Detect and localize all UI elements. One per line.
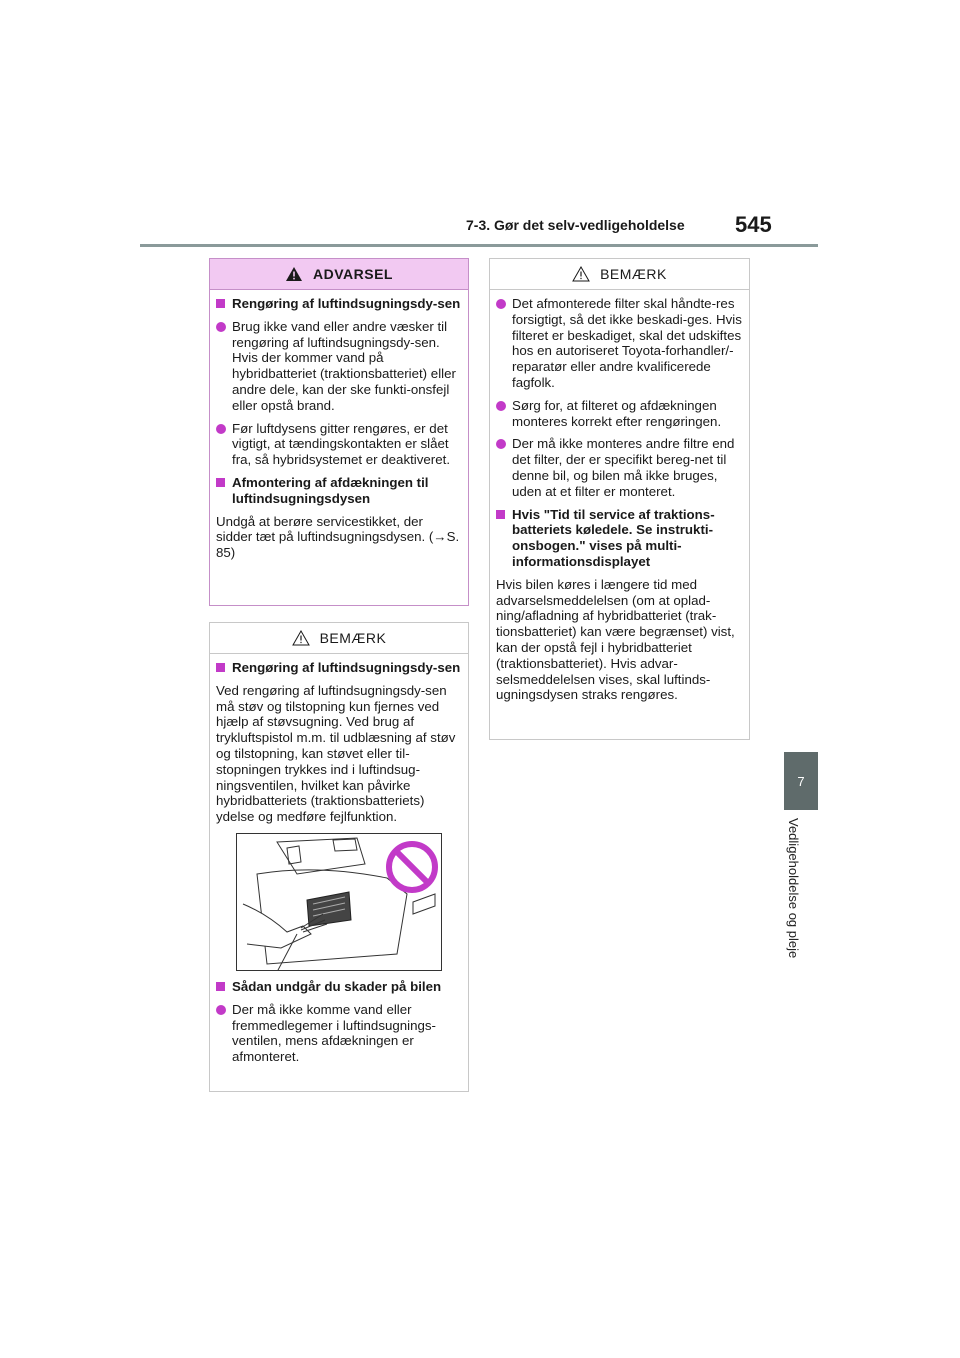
warning-paragraph: Undgå at berøre servicestikket, der sidder tæt på luftindsugningsdysen. (→S. 85) (216, 513, 460, 561)
page-number: 545 (735, 212, 772, 237)
round-bullet-icon (496, 439, 506, 449)
round-bullet-icon (216, 424, 226, 434)
warning-title: ADVARSEL (313, 266, 393, 282)
prohibited-icon (385, 840, 439, 894)
notice-header (210, 623, 468, 654)
notice-left-bullet-1: Der må ikke komme vand eller fremmedlegemer i luftindsugnings-ventilen, mens afdækningen er afmonteret. (232, 1001, 436, 1065)
round-bullet-icon (216, 322, 226, 332)
square-bullet-icon (216, 982, 225, 991)
notice-left-paragraph: Ved rengøring af luftindsugningsdy-sen må støv og tilstopning kun fjernes ved hjælp af støvsugning. Ved brug af trykluftspistol m.m. til udblæsning af støv og tilstopning, kan støvet eller til-stopningen trykkes ind i luftindsug-ningsventilen, hvilket kan påvirke hybridbatteriets (traktionsbatteriets) ydelse og medføre fejlfunktion. (216, 682, 456, 825)
chapter-tab (784, 752, 818, 810)
warning-triangle-icon (285, 266, 303, 282)
round-bullet-icon (496, 401, 506, 411)
air-intake-illustration (236, 833, 442, 971)
chapter-title: Vedligeholdelse og pleje (786, 818, 801, 959)
square-bullet-icon (216, 663, 225, 672)
warning-heading-2: Afmontering af afdækningen til luftindsugningsdysen (232, 474, 429, 506)
notice-triangle-icon (292, 630, 310, 646)
warning-heading-1: Rengøring af luftindsugningsdy-sen (232, 296, 461, 311)
notice-title: BEMÆRK (319, 630, 387, 646)
notice-box-right (489, 258, 750, 740)
round-bullet-icon (496, 299, 506, 309)
square-bullet-icon (496, 510, 505, 519)
section-title: 7-3. Gør det selv-vedligeholdelse (466, 217, 685, 233)
warning-header (210, 259, 468, 290)
notice-left-heading-2: Sådan undgår du skader på bilen (232, 978, 442, 994)
notice-title: BEMÆRK (600, 266, 667, 282)
round-bullet-icon (216, 1005, 226, 1015)
notice-header (490, 259, 749, 290)
square-bullet-icon (216, 478, 225, 487)
notice-right-heading-1: Hvis "Tid til service af traktions-batteriets køledele. Se instrukti-onsbogen." vises på multi-informationsdisplayet (512, 506, 715, 569)
header-rule (140, 244, 818, 247)
notice-right-bullet-3: Der må ikke monteres andre filtre end det filter, der er specifikt bereg-net til denne bil, og bilen må ikke bruges, uden at et filter er monteret. (512, 436, 735, 499)
notice-right-paragraph: Hvis bilen køres i længere tid med advarselsmeddelelsen (om at oplad-ning/afladning af hybridbatteriet (trak-tionsbatteriet) kan være begrænset) vist, kan der opstå fejl i hybridbatteriet (traktionsbatteriet). Hvis advar-selsmeddelelsen vises, skal luftinds-ugningsdysen straks rengøres. (496, 576, 735, 703)
warning-bullet-1: Brug ikke vand eller andre væsker til rengøring af luftindsugningsdy-sen. Hvis der kommer vand på hybridbatteriet (traktionsbatteriet) eller andre dele, kan der ske funkti-onsfejl eller opstå brand. (232, 318, 456, 413)
chapter-number: 7 (797, 773, 805, 789)
warning-box (209, 258, 469, 606)
notice-triangle-icon (572, 266, 590, 282)
notice-box-left (209, 622, 469, 1092)
notice-right-bullet-2: Sørg for, at filteret og afdækningen monteres korrekt efter rengøringen. (512, 397, 722, 429)
square-bullet-icon (216, 299, 225, 308)
warning-bullet-2: Før luftdysens gitter rengøres, er det vigtigt, at tændingskontakten er slået fra, så hybridsystemet er deaktiveret. (232, 420, 451, 468)
notice-right-bullet-1: Det afmonterede filter skal håndte-res forsigtigt, så det ikke beskadi-ges. Hvis filteret er beskadiget, skal det udskiftes hos en autoriseret Toyota-forhandler/-reparatør eller andre kvalificerede fagfolk. (512, 296, 742, 390)
notice-left-heading-1: Rengøring af luftindsugningsdy-sen (232, 660, 461, 675)
